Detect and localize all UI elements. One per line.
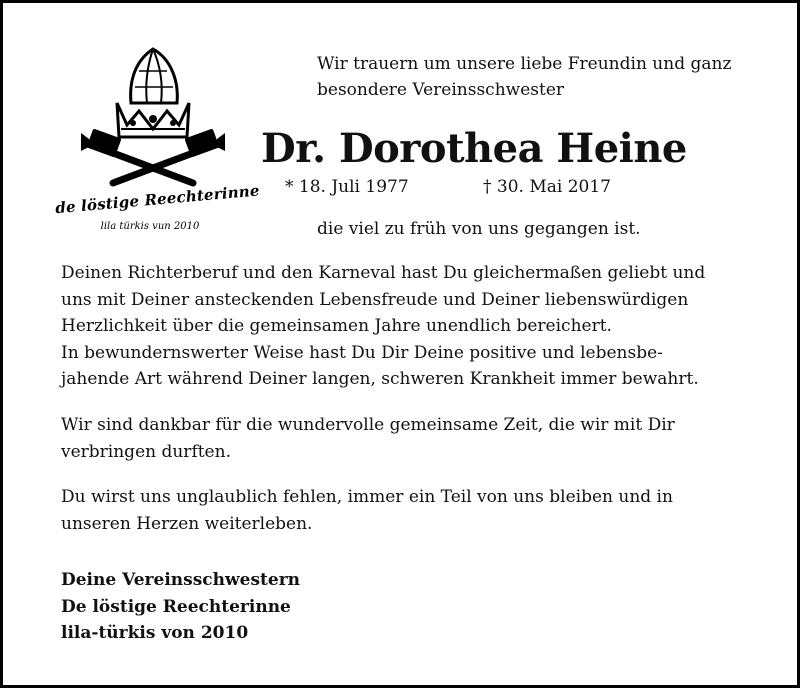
paragraph-line: uns mit Deiner ansteckenden Lebensfreude und Deiner liebenswürdigen xyxy=(61,289,689,310)
intro-line: besondere Vereinsschwester xyxy=(317,80,565,100)
signature xyxy=(61,567,461,647)
signature-line: Deine Vereinsschwestern xyxy=(61,570,301,590)
paragraph-line: Wir sind dankbar für die wundervolle gemeinsame Zeit, die wir mit Dir xyxy=(61,415,675,435)
deceased-name: Dr. Dorothea Heine xyxy=(261,125,687,172)
intro-text xyxy=(317,51,757,103)
signature-line: De löstige Reechterinne xyxy=(61,596,291,617)
paragraph-line: verbringen durften. xyxy=(61,441,231,462)
paragraph-line: unseren Herzen weiterleben. xyxy=(61,513,313,534)
paragraph-2 xyxy=(61,412,761,465)
birth-date: * 18. Juli 1977 xyxy=(285,177,409,197)
paragraph-line: Herzlichkeit über die gemeinsamen Jahre unendlich bereichert. xyxy=(61,316,612,336)
paragraph-line: Du wirst uns unglaublich fehlen, immer ein Teil von uns bleiben und in xyxy=(61,487,673,507)
subheading-text: die viel zu früh von uns gegangen ist. xyxy=(317,219,641,239)
death-date: † 30. Mai 2017 xyxy=(483,177,611,197)
club-logo xyxy=(54,41,261,241)
paragraph-3 xyxy=(61,484,761,537)
paragraph-1 xyxy=(61,260,761,393)
paragraph-line: Deinen Richterberuf und den Karneval hast Du gleichermaßen geliebt und xyxy=(61,263,706,283)
signature-line: lila-türkis von 2010 xyxy=(61,623,249,643)
intro-line: Wir trauern um unsere liebe Freundin und ganz xyxy=(317,54,732,74)
paragraph-line: jahende Art während Deiner langen, schweren Krankheit immer bewahrt. xyxy=(61,369,699,389)
logo-text: de löstige Reechterinne xyxy=(54,181,261,218)
paragraph-line: In bewundernswerter Weise hast Du Dir Deine positive und lebensbe- xyxy=(61,342,663,363)
logo-subtext: lila türkis vun 2010 xyxy=(100,221,200,232)
jester-crown-crossed-hammers-icon xyxy=(55,41,245,191)
